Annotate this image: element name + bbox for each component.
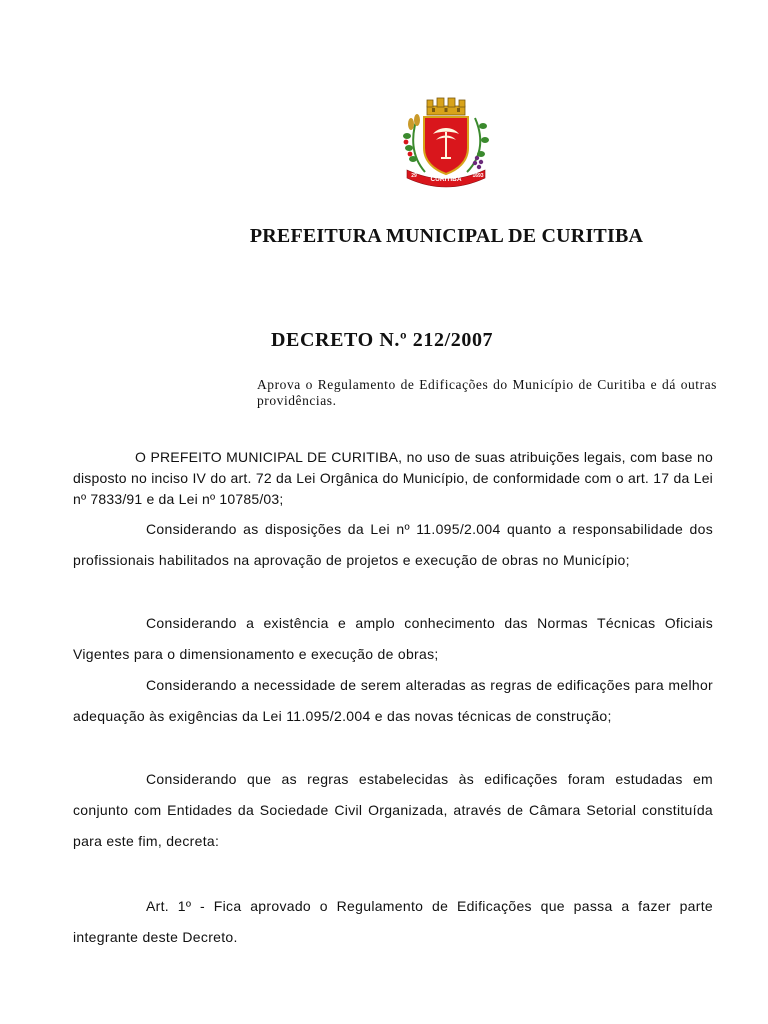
considering-paragraph-4: Considerando que as regras estabelecidas às edificações foram estudadas em conjunto com Entidades da Sociedade Civil Organizada, através de Câmara Setorial constituída para este fim, decreta:	[73, 771, 713, 849]
organization-title: PREFEITURA MUNICIPAL DE CURITIBA	[249, 225, 644, 247]
decree-summary: Aprova o Regulamento de Edificações do Município de Curitiba e dá outras providências.	[257, 377, 717, 408]
svg-text:29: 29	[411, 173, 417, 179]
preamble-paragraph: O PREFEITO MUNICIPAL DE CURITIBA, no uso de suas atribuições legais, com base no disposto no inciso IV do art. 72 da Lei Orgânica do Município, de conformidade com o art. 17 da Lei nº 7833/91 e da Lei nº 10785/03;	[73, 449, 713, 507]
wheat-branch-icon	[403, 114, 425, 172]
considering-paragraph-1: Considerando as disposições da Lei nº 11.095/2.004 quanto a responsabilidade dos profissionais habilitados na aprovação de projetos e execução de obras no Município;	[73, 521, 713, 568]
vine-branch-icon	[467, 118, 489, 172]
considering-paragraph-3: Considerando a necessidade de serem alteradas as regras de edificações para melhor adequação às exigências da Lei 11.095/2.004 e das novas técnicas de construção;	[73, 677, 713, 724]
considering-paragraph-2: Considerando a existência e amplo conhecimento das Normas Técnicas Oficiais Vigentes para o dimensionamento e execução de obras;	[73, 615, 713, 662]
decree-title: DECRETO N.º 212/2007	[271, 329, 494, 351]
shield-icon	[424, 117, 468, 174]
svg-text:CURITIBA: CURITIBA	[430, 176, 462, 183]
svg-text:1693: 1693	[472, 173, 484, 179]
curitiba-coat-of-arms-logo	[397, 96, 495, 190]
article-1-paragraph: Art. 1º - Fica aprovado o Regulamento de Edificações que passa a fazer parte integrante deste Decreto.	[73, 898, 713, 945]
mural-crown-icon	[427, 98, 465, 115]
